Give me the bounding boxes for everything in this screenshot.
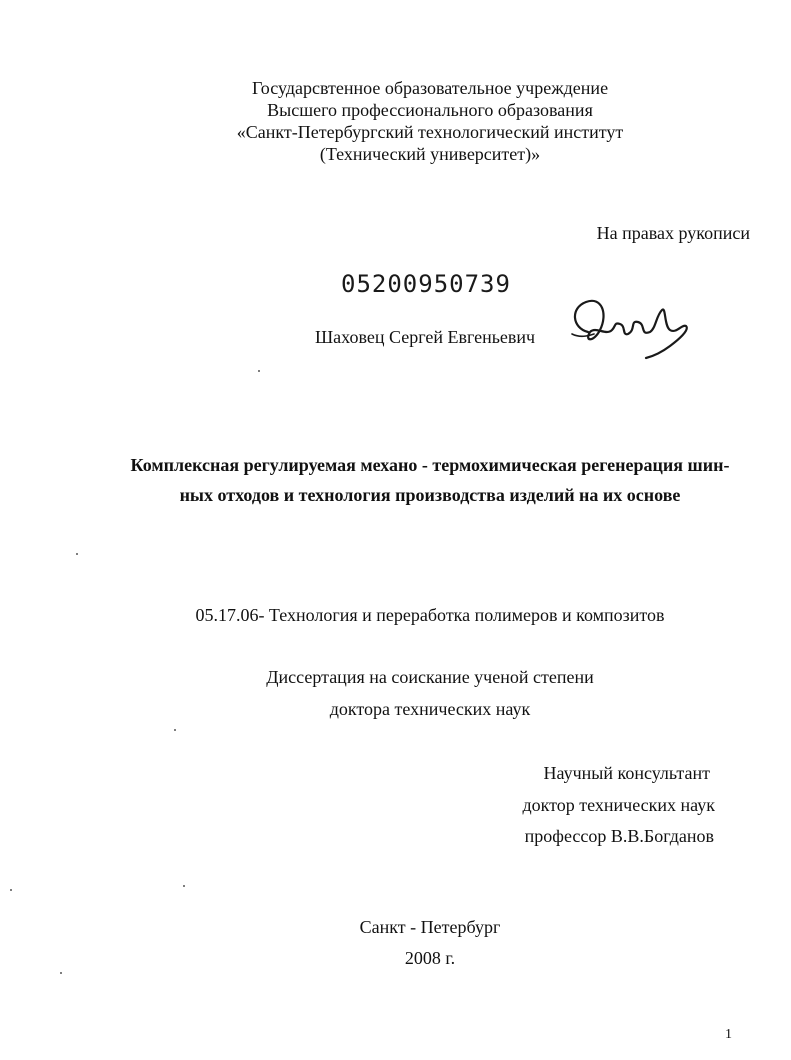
- city: Санкт - Петербург: [359, 917, 501, 937]
- author-name: Шаховец Сергей Евгеньевич: [315, 327, 536, 347]
- scan-speck: [174, 729, 176, 731]
- dissertation-title-line-1: Комплексная регулируемая механо - термохимическая регенерация шин-: [130, 455, 730, 475]
- scan-speck: [76, 553, 78, 555]
- consultant-degree: доктор технических наук: [522, 795, 715, 815]
- degree-line-1: Диссертация на соискание ученой степени: [266, 667, 594, 687]
- scan-speck: [60, 972, 62, 974]
- institution-line-3: «Санкт-Петербургский технологический институт: [236, 122, 624, 142]
- scan-speck: [183, 885, 185, 887]
- registration-number: 05200950739: [341, 270, 511, 298]
- scan-speck: [10, 889, 12, 891]
- specialty: 05.17.06- Технология и переработка полимеров и композитов: [195, 605, 665, 625]
- institution-line-1: Государсвтенное образовательное учреждение: [251, 78, 609, 98]
- degree-line-2: доктора технических наук: [329, 699, 531, 719]
- page-number: 1: [725, 1027, 732, 1042]
- consultant-name: профессор В.В.Богданов: [524, 826, 714, 846]
- institution-line-2: Высшего профессионального образования: [267, 100, 593, 120]
- scan-speck: [258, 370, 260, 372]
- consultant-role: Научный консультант: [543, 763, 710, 783]
- rights-note: На правах рукописи: [596, 223, 750, 243]
- institution-line-4: (Технический университет)»: [319, 144, 541, 164]
- year: 2008 г.: [404, 948, 456, 968]
- signature-icon: [566, 292, 696, 364]
- dissertation-title-line-2: ных отходов и технология производства изделий на их основе: [179, 485, 681, 505]
